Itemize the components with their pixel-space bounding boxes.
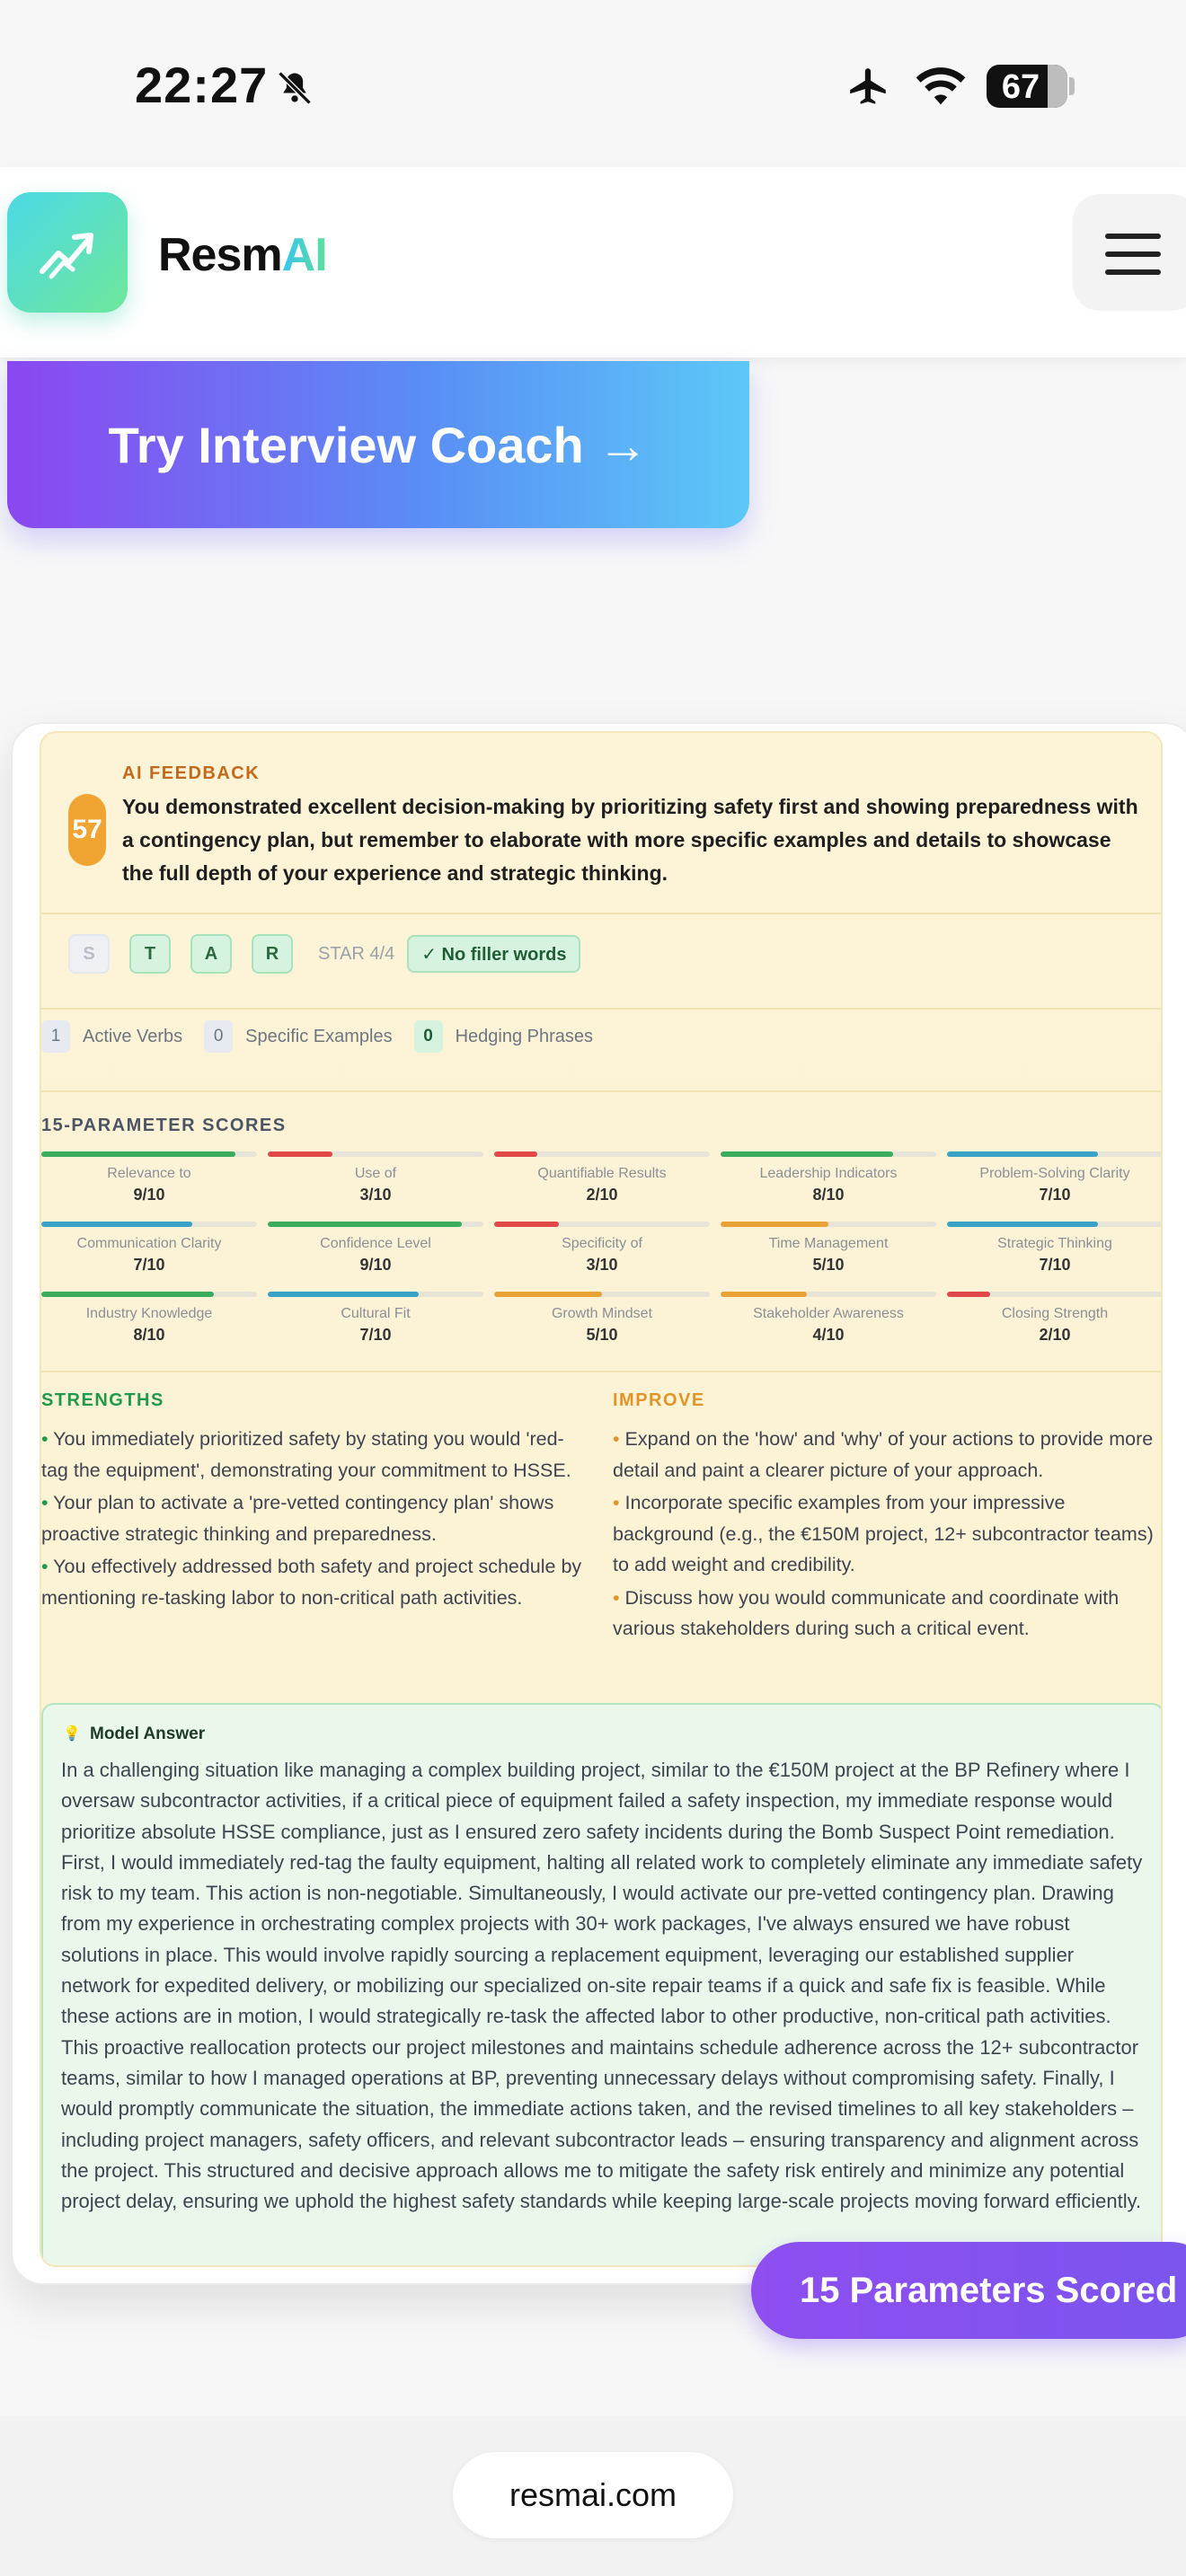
language-stats-row xyxy=(41,1020,615,1053)
score-bar-fill xyxy=(721,1222,828,1227)
improve-column xyxy=(613,1390,1161,1646)
score-bar-track xyxy=(721,1222,936,1227)
parameter-score xyxy=(721,1151,936,1204)
brand-name[interactable] xyxy=(158,228,327,282)
parameter-score-value: 8/10 xyxy=(812,1186,845,1204)
parameter-name: Quantifiable Results xyxy=(537,1166,667,1181)
parameter-score-value: 4/10 xyxy=(812,1326,845,1344)
battery-level: 67 xyxy=(1001,68,1040,106)
score-bar-track xyxy=(41,1222,257,1227)
score-bar-track xyxy=(494,1222,710,1227)
parameter-name: Confidence Level xyxy=(320,1236,431,1251)
parameter-name: Problem-Solving Clarity xyxy=(979,1166,1130,1181)
score-bar-fill xyxy=(721,1292,807,1297)
airplane-icon xyxy=(845,65,893,110)
silent-bell-icon xyxy=(275,68,314,108)
logo[interactable] xyxy=(7,192,128,313)
divider xyxy=(41,1090,1161,1092)
score-bar-track xyxy=(41,1292,257,1297)
score-bar-track xyxy=(268,1222,483,1227)
improve-item: • Discuss how you would communicate and coordinate with various stakeholders during such a critical event. xyxy=(613,1586,1120,1639)
hamburger-icon-line xyxy=(1105,234,1161,239)
score-bar-fill xyxy=(41,1292,214,1297)
parameter-name: Leadership Indicators xyxy=(759,1166,898,1181)
parameter-score-value: 7/10 xyxy=(1039,1186,1071,1204)
improve-item: • Incorporate specific examples from your impressive background (e.g., the €150M project, 12+ subcontractor teams) to add weight and credibility. xyxy=(613,1492,1154,1575)
parameter-score xyxy=(494,1151,710,1204)
parameter-name: Closing Strength xyxy=(1001,1306,1109,1321)
battery-tip xyxy=(1069,77,1075,95)
battery-indicator xyxy=(987,65,1067,108)
parameter-score-value: 9/10 xyxy=(359,1256,392,1274)
parameter-scores-title: 15-PARAMETER SCORES xyxy=(41,1116,287,1135)
score-bar-fill xyxy=(268,1292,419,1297)
hamburger-menu-button[interactable] xyxy=(1073,194,1186,311)
star-chip-r: R xyxy=(252,934,293,974)
star-method-row xyxy=(68,934,580,974)
parameter-score-value: 5/10 xyxy=(586,1326,618,1344)
parameter-name: Relevance to xyxy=(107,1166,191,1181)
parameter-score xyxy=(268,1292,483,1345)
parameter-score xyxy=(494,1292,710,1345)
brand-accent: AI xyxy=(281,229,327,281)
score-bar-track xyxy=(947,1151,1163,1157)
score-bar-track xyxy=(947,1292,1163,1297)
parameter-score xyxy=(41,1222,257,1275)
model-answer-box xyxy=(41,1703,1163,2267)
hedging-phrases-count: 0 xyxy=(414,1020,443,1053)
score-bar-track xyxy=(41,1151,257,1157)
parameter-name: Industry Knowledge xyxy=(85,1306,213,1321)
divider xyxy=(41,1371,1161,1372)
improve-item: • Expand on the 'how' and 'why' of your actions to provide more detail and paint a clearer picture of your approach. xyxy=(613,1428,1154,1481)
parameter-score-value: 5/10 xyxy=(812,1256,845,1274)
parameter-score xyxy=(947,1151,1163,1204)
score-bar-fill xyxy=(494,1151,537,1157)
parameter-score xyxy=(721,1222,936,1275)
trend-chart-icon xyxy=(37,226,98,280)
strengths-title: STRENGTHS xyxy=(41,1390,164,1410)
brand-main: Resm xyxy=(158,229,282,281)
status-time: 22:27 xyxy=(135,57,269,113)
parameter-score xyxy=(947,1222,1163,1275)
strength-item: • Your plan to activate a 'pre-vetted contingency plan' shows proactive strategic thinking and preparedness. xyxy=(41,1492,554,1545)
improve-title: IMPROVE xyxy=(613,1390,705,1410)
score-bar-track xyxy=(721,1292,936,1297)
score-bar-fill xyxy=(947,1292,990,1297)
score-bar-fill xyxy=(268,1151,332,1157)
divider xyxy=(41,913,1161,914)
try-interview-coach-button[interactable]: Try Interview Coach → xyxy=(7,361,749,528)
model-answer-title: 💡 Model Answer xyxy=(63,1725,206,1743)
score-bar-fill xyxy=(41,1151,235,1157)
parameter-name: Stakeholder Awareness xyxy=(753,1306,904,1321)
score-bar-fill xyxy=(41,1222,192,1227)
parameter-name: Strategic Thinking xyxy=(997,1236,1112,1251)
hedging-phrases-label: Hedging Phrases xyxy=(455,1026,594,1046)
parameter-score-value: 9/10 xyxy=(133,1186,165,1204)
parameter-score-value: 7/10 xyxy=(1039,1256,1071,1274)
star-chip-t: T xyxy=(129,934,171,974)
score-bar-track xyxy=(494,1292,710,1297)
ai-feedback-label: AI FEEDBACK xyxy=(122,763,261,783)
overall-score-badge: 57 xyxy=(68,794,106,866)
parameter-score xyxy=(268,1222,483,1275)
parameter-score xyxy=(41,1151,257,1204)
parameter-score xyxy=(268,1151,483,1204)
active-verbs-count: 1 xyxy=(41,1020,70,1053)
star-chip-a: A xyxy=(190,934,232,974)
site-header xyxy=(0,167,1186,357)
parameter-score-value: 7/10 xyxy=(359,1326,392,1344)
score-bar-fill xyxy=(494,1222,559,1227)
parameters-scored-badge: 15 Parameters Scored xyxy=(751,2242,1186,2339)
score-bar-fill xyxy=(721,1151,893,1157)
specific-examples-count: 0 xyxy=(204,1020,233,1053)
score-bar-fill xyxy=(947,1151,1098,1157)
score-bar-track xyxy=(268,1151,483,1157)
score-bar-track xyxy=(494,1151,710,1157)
star-chip-s: S xyxy=(68,934,110,974)
parameter-name: Communication Clarity xyxy=(76,1236,222,1251)
url-address-bar[interactable]: resmai.com xyxy=(453,2452,733,2538)
wifi-icon xyxy=(913,65,969,108)
score-bar-track xyxy=(947,1222,1163,1227)
parameter-score xyxy=(494,1222,710,1275)
strength-item: • You effectively addressed both safety and project schedule by mentioning re-tasking labor to non-critical path activities. xyxy=(41,1556,582,1609)
ai-feedback-text: You demonstrated excellent decision-making by prioritizing safety first and showing preparedness with a contingency plan, but remember to elaborate with more specific examples and details to showcase the full depth of your experience and strategic thinking. xyxy=(122,795,1138,885)
parameter-name: Use of xyxy=(354,1166,397,1181)
score-bar-fill xyxy=(947,1222,1098,1227)
parameter-score-value: 3/10 xyxy=(359,1186,392,1204)
lightbulb-icon: 💡 xyxy=(63,1726,81,1742)
star-count: STAR 4/4 xyxy=(318,943,395,964)
no-filler-words-badge: ✓ No filler words xyxy=(407,935,580,973)
specific-examples-label: Specific Examples xyxy=(245,1026,393,1046)
parameter-score xyxy=(41,1292,257,1345)
hamburger-icon-line xyxy=(1105,269,1161,275)
score-bar-fill xyxy=(494,1292,602,1297)
feedback-panel xyxy=(40,731,1163,2267)
score-bar-fill xyxy=(268,1222,462,1227)
hamburger-icon-line xyxy=(1105,251,1161,257)
active-verbs-label: Active Verbs xyxy=(83,1026,183,1046)
divider xyxy=(41,1008,1161,1010)
parameter-score xyxy=(721,1292,936,1345)
strengths-column xyxy=(41,1390,589,1615)
parameter-score xyxy=(947,1292,1163,1345)
parameter-name: Cultural Fit xyxy=(341,1306,411,1321)
parameter-name: Growth Mindset xyxy=(551,1306,653,1321)
parameter-name: Specificity of xyxy=(562,1236,642,1251)
parameter-score-value: 3/10 xyxy=(586,1256,618,1274)
strength-item: • You immediately prioritized safety by stating you would 'red-tag the equipment', demonstrating your commitment to HSSE. xyxy=(41,1428,571,1481)
parameter-score-value: 2/10 xyxy=(586,1186,618,1204)
parameter-score-value: 7/10 xyxy=(133,1256,165,1274)
score-bar-track xyxy=(268,1292,483,1297)
model-answer-text: In a challenging situation like managing a complex building project, similar to the €150M project at the BP Refinery where I oversaw subcontractor activities, if a critical piece of equipment failed a safety inspection, my immediate response would prioritize absolute HSSE compliance, just as I ensured zero safety incidents during the Bomb Suspect Point remediation. First, I would immediately red-tag the faulty equipment, halting all related work to completely eliminate any immediate safety risk to my team. This action is non-negotiable. Simultaneously, I would activate our pre-vetted contingency plan. Drawing from my experience in orchestrating complex projects with 30+ work packages, I've always ensured we have robust solutions in place. This would involve rapidly sourcing a replacement equipment, leveraging our established supplier network for expedited delivery, or mobilizing our specialized on-site repair teams if a quick and safe fix is feasible. While these actions are in motion, I would strategically re-task the affected labor to other productive, non-critical path activities. This proactive reallocation protects our project milestones and maintains schedule adherence across the 12+ subcontractor teams, similar to how I managed operations at BP, preventing unnecessary delays without compromising safety. Finally, I would promptly communicate the situation, the immediate actions taken, and the revised timelines to all key stakeholders – including project managers, safety officers, and relevant subcontractor leads – ensuring transparency and alignment across the project. This structured and decisive approach allows me to mitigate the safety risk entirely and minimize any potential project delay, ensuring we uphold the highest safety standards while keeping large-scale projects moving forward efficiently. xyxy=(61,1759,1143,2213)
score-bar-track xyxy=(721,1151,936,1157)
parameter-score-value: 2/10 xyxy=(1039,1326,1071,1344)
parameter-name: Time Management xyxy=(768,1236,889,1251)
parameter-score-value: 8/10 xyxy=(133,1326,165,1344)
